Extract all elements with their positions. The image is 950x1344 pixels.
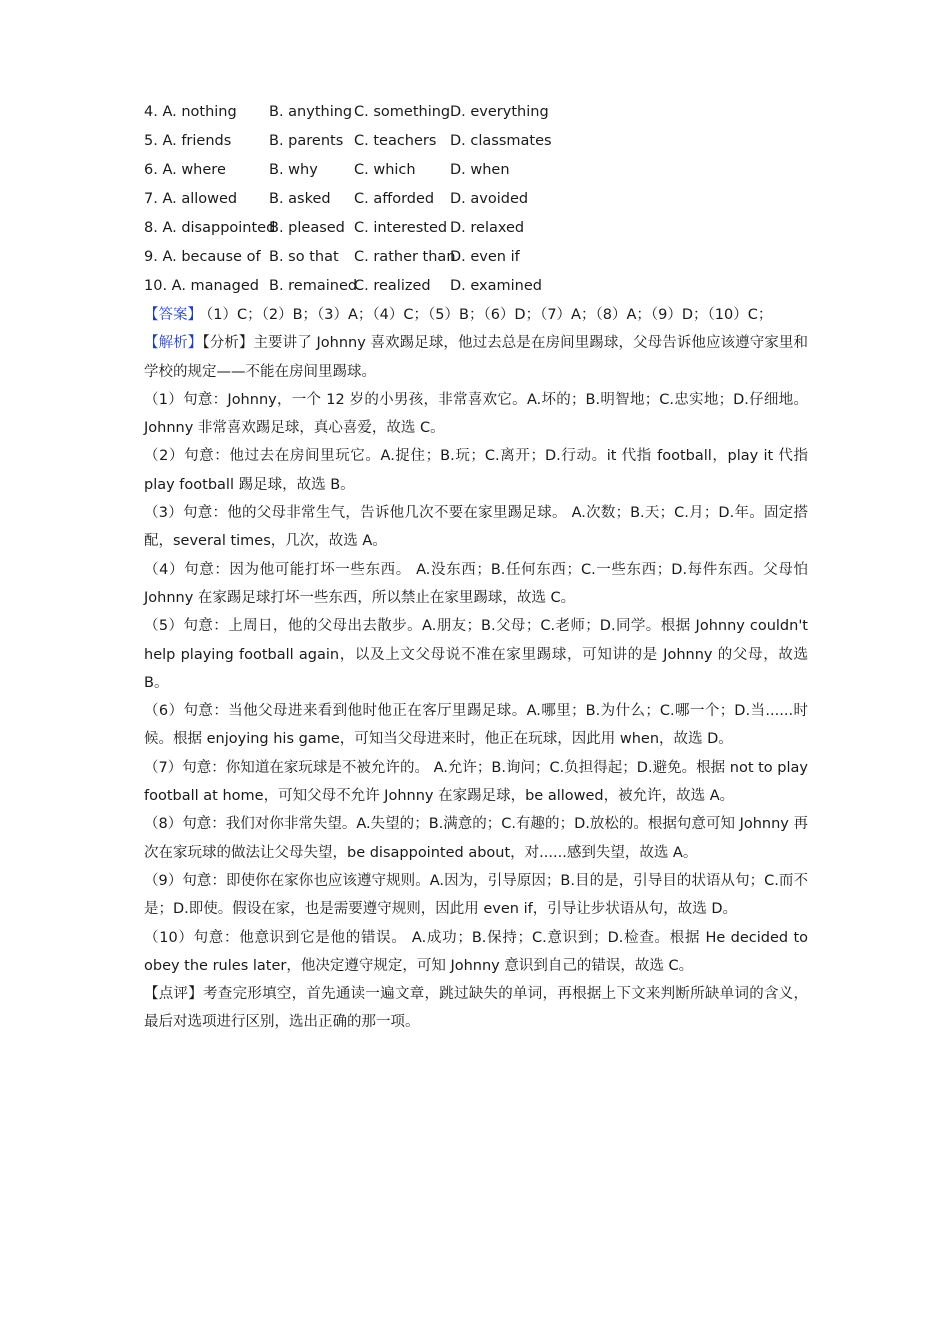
- option-c: C. realized: [354, 278, 431, 294]
- option-d: D. everything: [450, 104, 549, 120]
- option-row-6: [144, 156, 808, 185]
- option-b: B. so that: [269, 249, 339, 265]
- option-row-10: [144, 272, 808, 301]
- answer-paragraph: [144, 301, 808, 329]
- option-c: C. which: [354, 162, 416, 178]
- analysis-item-7: （7）句意：你知道在家玩球是不被允许的。 A.允许；B.询问；C.负担得起；D.避免。根据 not to play football at home，可知父母不允许 Johnny 在家踢足球，be allowed，被允许，故选 A。: [144, 759, 808, 805]
- option-row-9: [144, 243, 808, 272]
- option-d: D. even if: [450, 249, 520, 265]
- analysis-item-4: （4）句意：因为他可能打坏一些东西。 A.没东西；B.任何东西；C.一些东西；D.每件东西。父母怕 Johnny 在家踢足球打坏一些东西，所以禁止在家里踢球，故选 C。: [144, 561, 808, 606]
- option-c: C. something: [354, 104, 451, 120]
- analysis-intro: 【分析】主要讲了 Johnny 喜欢踢足球，他过去总是在房间里踢球，父母告诉他应该遵守家里和学校的规定——不能在房间里踢球。: [144, 335, 809, 380]
- option-c: C. teachers: [354, 133, 437, 149]
- answer-text: （1）C；（2）B；（3）A；（4）C；（5）B；（6）D；（7）A；（8）A；（9）D；（10）C；: [206, 307, 773, 323]
- option-b: B. remained: [269, 278, 358, 294]
- option-row-7: [144, 185, 808, 214]
- option-row-5: [144, 127, 808, 156]
- option-c: C. rather than: [354, 249, 456, 265]
- comment-paragraph: 【点评】考查完形填空，首先通读一遍文章，跳过缺失的单词，再根据上下文来判断所缺单词的含义，最后对选项进行区别，选出正确的那一项。: [144, 986, 808, 1031]
- option-a: 10. A. managed: [144, 278, 259, 294]
- analysis-item-9: （9）句意：即使你在家你也应该遵守规则。A.因为，引导原因；B.目的是，引导目的状语从句；C.而不是；D.即使。假设在家，也是需要遵守规则，因此用 even if，引导让步状语从句，故选 D。: [144, 872, 808, 918]
- analysis-item-10: （10）句意：他意识到它是他的错误。 A.成功；B.保持；C.意识到；D.检查。根据 He decided to obey the rules later，他决定遵守规定，可知 Johnny 意识到自己的错误，故选 C。: [144, 929, 808, 974]
- analysis-item-1: （1）句意：Johnny，一个 12 岁的小男孩，非常喜欢它。A.坏的；B.明智地；C.忠实地；D.仔细地。Johnny 非常喜欢踢足球，真心喜爱，故选 C。: [144, 391, 808, 437]
- explanation-body: [144, 301, 808, 1037]
- option-a: 7. A. allowed: [144, 191, 238, 207]
- option-a: 6. A. where: [144, 162, 226, 178]
- document-page: [144, 98, 808, 1037]
- option-b: B. pleased: [269, 220, 345, 236]
- options-table: [144, 98, 808, 301]
- option-a: 4. A. nothing: [144, 104, 237, 120]
- analysis-item-2: （2）句意：他过去在房间里玩它。A.捉住；B.玩；C.离开；D.行动。it 代指 football，play it 代指 play football 踢足球，故选 B。: [144, 448, 808, 493]
- option-d: D. avoided: [450, 191, 529, 207]
- analysis-item-3: （3）句意：他的父母非常生气，告诉他几次不要在家里踢足球。 A.次数；B.天；C.月；D.年。固定搭配，several times，几次，故选 A。: [144, 505, 808, 550]
- option-row-4: [144, 98, 808, 127]
- option-d: D. when: [450, 162, 510, 178]
- option-b: B. why: [269, 162, 318, 178]
- option-row-8: [144, 214, 808, 243]
- option-a: 8. A. disappointed: [144, 220, 276, 236]
- analysis-item-8: （8）句意：我们对你非常失望。A.失望的；B.满意的；C.有趣的；D.放松的。根据句意可知 Johnny 再次在家玩球的做法让父母失望，be disappointed about，对......感到失望，故选 A。: [144, 816, 808, 861]
- option-d: D. classmates: [450, 133, 552, 149]
- option-b: B. parents: [269, 133, 344, 149]
- analysis-intro-paragraph: [144, 329, 808, 386]
- option-b: B. asked: [269, 191, 331, 207]
- option-d: D. examined: [450, 278, 542, 294]
- analysis-item-5: （5）句意：上周日，他的父母出去散步。A.朋友；B.父母；C.老师；D.同学。根据 Johnny couldn't help playing football again，以及上文父母说不准在家里踢球，可知讲的是 Johnny 的父母，故选 B。: [144, 618, 808, 691]
- option-c: C. afforded: [354, 191, 435, 207]
- analysis-item-6: （6）句意：当他父母进来看到他时他正在客厅里踢足球。A.哪里；B.为什么；C.哪一个；D.当......时候。根据 enjoying his game，可知当父母进来时，他正在玩球，因此用 when，故选 D。: [144, 703, 808, 748]
- answer-label: 【答案】: [144, 307, 202, 323]
- option-c: C. interested: [354, 220, 448, 236]
- option-b: B. anything: [269, 104, 353, 120]
- option-a: 5. A. friends: [144, 133, 232, 149]
- analysis-label: 【解析】: [144, 335, 203, 352]
- option-d: D. relaxed: [450, 220, 525, 236]
- option-a: 9. A. because of: [144, 249, 261, 265]
